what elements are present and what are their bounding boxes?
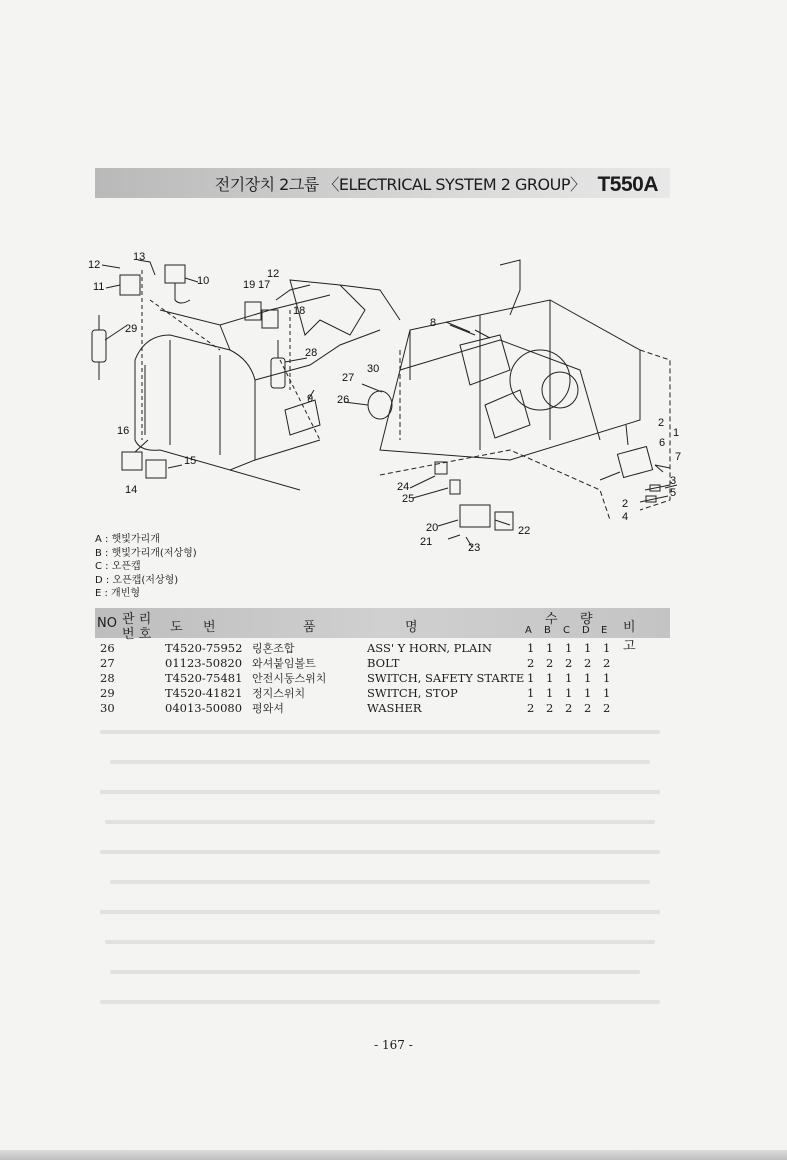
qty-b: 2 [546, 701, 554, 715]
cell-no: 27 [100, 656, 115, 670]
page-title [215, 172, 658, 196]
qty-e: 1 [603, 641, 611, 655]
callout-4: 4 [622, 511, 629, 523]
callout-1: 1 [673, 427, 680, 439]
qty-c: 1 [565, 671, 573, 685]
legend [95, 533, 197, 601]
callout-14: 14 [125, 484, 138, 496]
callout-9: 9 [307, 393, 314, 405]
legend-item: C : 오픈캡 [95, 561, 141, 572]
callout-18: 18 [293, 305, 306, 317]
cell-no: 29 [100, 686, 115, 700]
cell-qty [527, 641, 622, 656]
callout-3: 3 [670, 475, 677, 487]
table-row [95, 671, 622, 686]
table-row [95, 701, 622, 716]
callout-24: 24 [397, 481, 410, 493]
cell-code: T4520-41821 [165, 686, 243, 700]
cell-code: T4520-75952 [165, 641, 243, 655]
qty-c: 1 [565, 686, 573, 700]
legend-item: B : 햇빛가리개(저상형) [95, 547, 197, 559]
cell-no: 30 [100, 701, 115, 715]
callout-8: 8 [430, 317, 437, 329]
qty-a: 1 [527, 686, 535, 700]
qty-a: 1 [527, 641, 535, 655]
table-row [95, 656, 622, 671]
scan-edge [0, 1150, 787, 1160]
callout-30: 30 [367, 363, 380, 375]
qty-e: 2 [603, 656, 611, 670]
header-name-pum: 품 [303, 620, 316, 635]
cell-name-kr: 안전시동스위치 [252, 672, 327, 685]
qty-col-e: E [601, 625, 608, 636]
callout-5: 5 [670, 487, 677, 499]
page-number: - 167 - [374, 1038, 413, 1052]
qty-b: 2 [546, 656, 554, 670]
callout-13: 13 [133, 251, 146, 263]
cell-name-en: WASHER [367, 701, 422, 715]
qty-e: 1 [603, 671, 611, 685]
qty-d: 2 [584, 656, 592, 670]
cell-name-en: BOLT [367, 656, 400, 670]
cell-code: 01123-50820 [165, 656, 243, 670]
qty-d: 1 [584, 686, 592, 700]
cell-name-kr: 링혼조합 [252, 642, 295, 655]
qty-c: 1 [565, 641, 573, 655]
cell-name-kr: 정지스위치 [252, 687, 306, 700]
header-drawing-do: 도 [170, 620, 183, 635]
header-mgmt-line2: 번 호 [122, 627, 152, 642]
qty-d: 2 [584, 701, 592, 715]
qty-a: 2 [527, 701, 535, 715]
qty-b: 1 [546, 671, 554, 685]
qty-e: 2 [603, 701, 611, 715]
qty-c: 2 [565, 701, 573, 715]
callout-11: 11 [93, 281, 105, 293]
qty-d: 1 [584, 641, 592, 655]
callout-6: 6 [659, 437, 666, 449]
cell-name-en: SWITCH, STOP [367, 686, 458, 700]
qty-a: 2 [527, 656, 535, 670]
qty-col-d: D [582, 625, 590, 636]
qty-d: 1 [584, 671, 592, 685]
callout-29: 29 [125, 323, 138, 335]
callout-26: 26 [337, 394, 350, 406]
cell-qty [527, 671, 622, 686]
cell-qty [527, 701, 622, 716]
callout-21: 21 [420, 536, 433, 548]
table-row [95, 686, 622, 701]
header-qty-columns [525, 625, 620, 636]
header-drawing-beon: 번 [203, 620, 216, 635]
legend-item: E : 개빈형 [95, 588, 141, 599]
title-bar [95, 168, 670, 198]
cell-no: 28 [100, 671, 115, 685]
qty-b: 1 [546, 686, 554, 700]
header-remarks: 비 고 [623, 620, 644, 654]
callout-28: 28 [305, 347, 318, 359]
table-row [95, 641, 622, 656]
model-name: T550A [597, 173, 658, 196]
qty-b: 1 [546, 641, 554, 655]
qty-c: 2 [565, 656, 573, 670]
callout-2a: 2 [658, 417, 665, 429]
qty-col-c: C [563, 625, 570, 636]
callout-22: 22 [518, 525, 531, 537]
cell-qty [527, 656, 622, 671]
callout-20: 20 [426, 522, 439, 534]
legend-item: A : 햇빛가리개 [95, 534, 160, 545]
cell-no: 26 [100, 641, 115, 655]
callout-2b: 2 [622, 498, 629, 510]
legend-item: D : 오픈캡(저상형) [95, 574, 179, 586]
callout-12b: 12 [267, 268, 280, 280]
callout-12a: 12 [88, 259, 101, 271]
qty-a: 1 [527, 671, 535, 685]
header-qty-ryang: 량 [580, 612, 593, 627]
parts-table [95, 641, 622, 716]
cell-qty [527, 686, 622, 701]
header-mgmt-line1: 관 리 [122, 612, 152, 627]
header-no: NO [97, 616, 117, 631]
callout-25: 25 [402, 493, 415, 505]
cell-name-kr: 와셔붙임볼트 [252, 657, 316, 670]
header-qty-su: 수 [545, 612, 558, 627]
callout-27: 27 [342, 372, 355, 384]
callout-19: 19 [243, 279, 256, 291]
callout-17: 17 [258, 279, 271, 291]
callout-15: 15 [184, 455, 197, 467]
cell-name-en: ASS' Y HORN, PLAIN [367, 641, 492, 655]
qty-e: 1 [603, 686, 611, 700]
callout-16: 16 [117, 425, 130, 437]
qty-col-a: A [525, 625, 532, 636]
callout-7: 7 [675, 451, 682, 463]
qty-col-b: B [544, 625, 551, 636]
callout-23: 23 [468, 542, 481, 554]
cell-name-en: SWITCH, SAFETY STARTE [367, 671, 525, 685]
title-main: 전기장치 2그룹 〈ELECTRICAL SYSTEM 2 GROUP〉 [214, 175, 586, 194]
header-name-myeong: 명 [405, 620, 418, 635]
cell-name-kr: 평와셔 [252, 702, 284, 715]
cell-code: 04013-50080 [165, 701, 243, 715]
callout-10: 10 [197, 275, 210, 287]
cell-code: T4520-75481 [165, 671, 243, 685]
